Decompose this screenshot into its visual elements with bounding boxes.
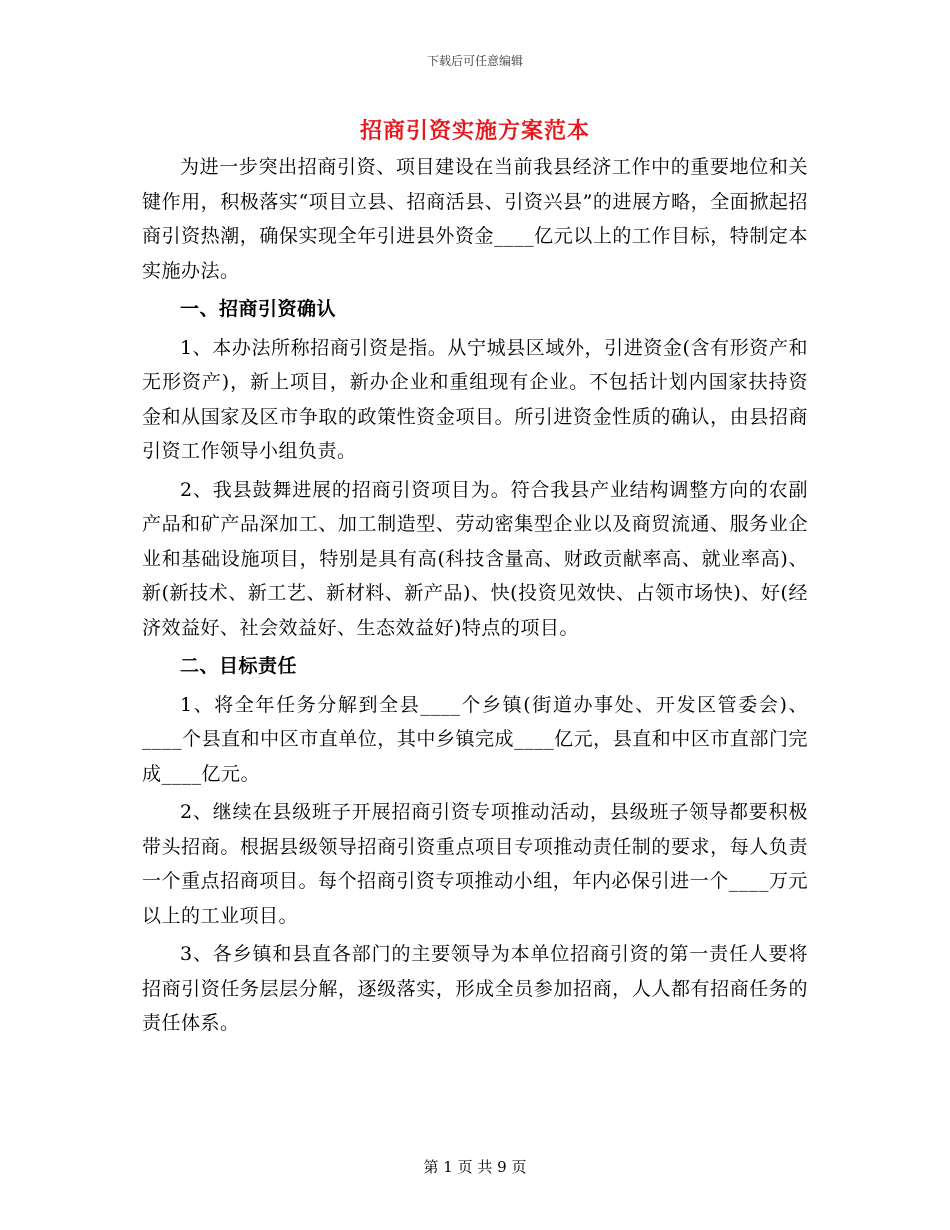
intro-paragraph: 为进一步突出招商引资、项目建设在当前我县经济工作中的重要地位和关键作用，积极落实“项目立县、招商活县、引资兴县”的进展方略，全面掀起招商引资热潮，确保实现全年引进县外资金____亿元以上的工作目标，特制定本实施办法。 [142,156,808,282]
page-footer: 第 1 页 共 9 页 [423,1158,527,1176]
section2-paragraph-1: 1、将全年任务分解到全县____个乡镇(街道办事处、开发区管委会)、____个县直和中区市直单位，其中乡镇完成____亿元，县直和中区市直部门完成____亿元。 [142,693,808,785]
section2-paragraph-3: 3、各乡镇和县直各部门的主要领导为本单位招商引资的第一责任人要将招商引资任务层层分解，逐级落实，形成全员参加招商，人人都有招商任务的责任体系。 [142,943,808,1034]
document-title: 招商引资实施方案范本 [359,118,590,144]
section1-paragraph-2: 2、我县鼓舞进展的招商引资项目为。符合我县产业结构调整方向的农副产品和矿产品深加工、加工制造型、劳动密集型企业以及商贸流通、服务业企业和基础设施项目，特别是具有高(科技含量高、财政贡献率高、就业率高)、新(新技术、新工艺、新材料、新产品)、快(投资见效快、占领市场快)、好(经济效益好、社会效益好、生态效益好)特点的项目。 [142,478,808,639]
section-heading-1: 一、招商引资确认 [180,298,337,320]
document-body [142,150,808,1045]
section2-paragraph-2: 2、继续在县级班子开展招商引资专项推动活动，县级班子领导都要积极带头招商。根据县级领导招商引资重点项目专项推动责任制的要求，每人负责一个重点招商项目。每个招商引资专项推动小组，年内必保引进一个____万元以上的工业项目。 [142,801,808,927]
section1-paragraph-1: 1、本办法所称招商引资是指。从宁城县区域外，引进资金(含有形资产和无形资产)，新上项目，新办企业和重组现有企业。不包括计划内国家扶持资金和从国家及区市争取的政策性资金项目。所引进资金性质的确认，由县招商引资工作领导小组负责。 [142,336,808,462]
section-heading-2: 二、目标责任 [180,655,298,677]
header-note: 下载后可任意编辑 [426,54,523,68]
